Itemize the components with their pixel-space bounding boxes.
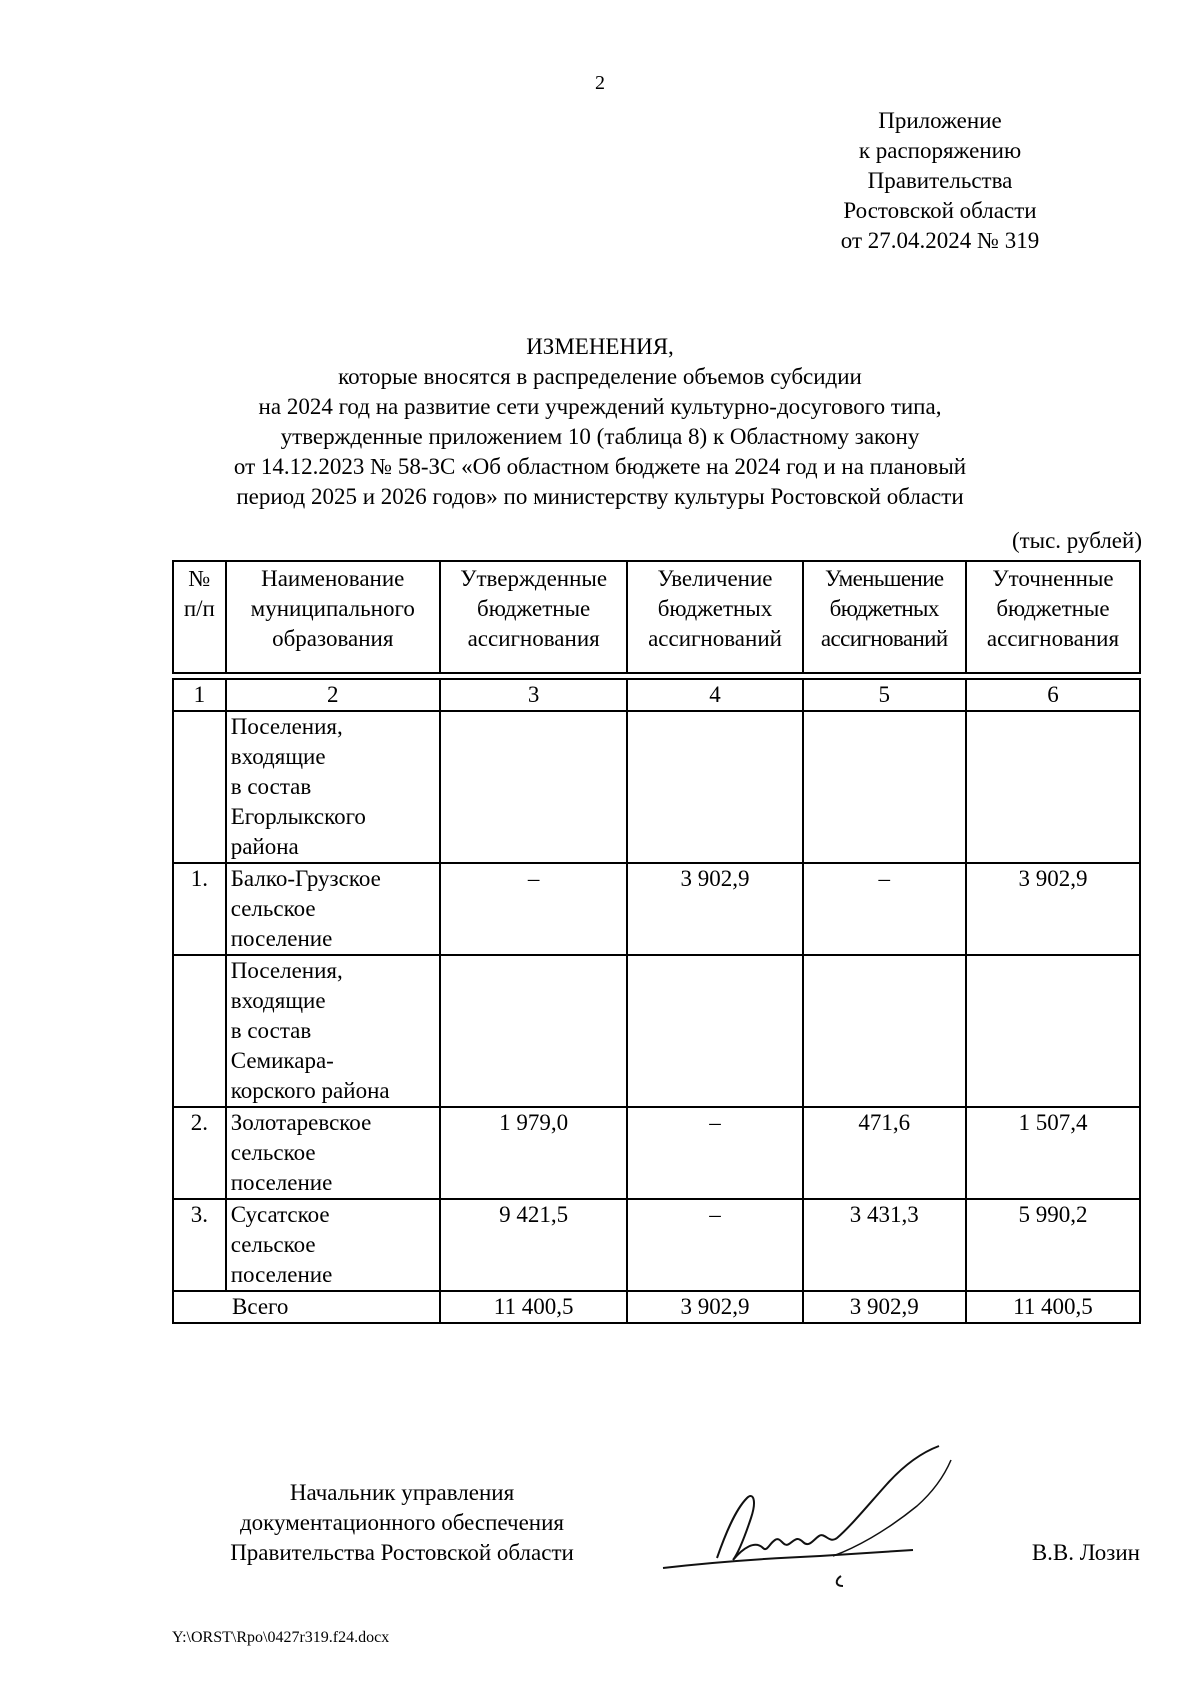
municipality-name: Золотаревское сельское поселение	[226, 1107, 440, 1199]
increase-cell	[627, 711, 802, 863]
total-increase: 3 902,9	[627, 1291, 802, 1323]
title-line: от 14.12.2023 № 58-ЗС «Об областном бюджете на 2024 год и на плановый	[233, 454, 967, 479]
units-label: (тыс. рублей)	[1011, 528, 1142, 553]
handwritten-signature	[655, 1440, 995, 1590]
column-number: 3	[440, 679, 628, 711]
municipality-name: Сусатское сельское поселение	[226, 1199, 440, 1291]
header-cell-revised: Уточненные бюджетные ассигнования	[966, 561, 1140, 673]
increase-cell: 3 902,9	[627, 863, 802, 955]
title-line: период 2025 и 2026 годов» по министерству культуры Ростовской области	[236, 484, 964, 509]
page-number: 2	[595, 72, 605, 94]
title-heading: ИЗМЕНЕНИЯ,	[526, 334, 674, 359]
column-numbers-row	[173, 679, 1140, 711]
column-number: 6	[966, 679, 1140, 711]
total-revised: 11 400,5	[966, 1291, 1140, 1323]
title-line: которые вносятся в распределение объемов субсидии	[338, 364, 862, 389]
appendix-line: от 27.04.2024 № 319	[840, 228, 1040, 253]
appendix-line: к распоряжению	[858, 138, 1022, 163]
revised-cell	[966, 955, 1140, 1107]
municipality-name: Поселения, входящие в состав Егорлыкского района	[226, 711, 440, 863]
decrease-cell	[803, 955, 966, 1107]
approved-cell: 1 979,0	[440, 1107, 628, 1199]
table-row	[173, 863, 1140, 955]
decrease-cell: –	[803, 863, 966, 955]
signatory-line: Начальник управления	[289, 1480, 515, 1505]
increase-cell: –	[627, 1199, 802, 1291]
row-number: 3.	[173, 1199, 226, 1291]
total-approved: 11 400,5	[440, 1291, 628, 1323]
appendix-line: Приложение	[878, 108, 1002, 133]
municipality-name: Балко-Грузское сельское поселение	[226, 863, 440, 955]
approved-cell: –	[440, 863, 628, 955]
budget-table	[172, 560, 1141, 1324]
column-number: 4	[627, 679, 802, 711]
revised-cell	[966, 711, 1140, 863]
signatory-line: документационного обеспечения	[239, 1510, 564, 1535]
revised-cell: 5 990,2	[966, 1199, 1140, 1291]
header-cell-decrease: Уменьшение бюджетных ассигнований	[803, 561, 966, 673]
table-row	[173, 711, 1140, 863]
signatory-line: Правительства Ростовской области	[230, 1540, 574, 1565]
approved-cell	[440, 711, 628, 863]
row-number	[173, 955, 226, 1107]
total-decrease: 3 902,9	[803, 1291, 966, 1323]
table-row	[173, 1199, 1140, 1291]
header-cell-increase: Увеличение бюджетных ассигнований	[627, 561, 802, 673]
approved-cell	[440, 955, 628, 1107]
file-path: Y:\ORST\Rpo\0427r319.f24.docx	[172, 1629, 390, 1646]
municipality-name: Поселения, входящие в состав Семикара- корского района	[226, 955, 440, 1107]
revised-cell: 1 507,4	[966, 1107, 1140, 1199]
approved-cell: 9 421,5	[440, 1199, 628, 1291]
row-number: 1.	[173, 863, 226, 955]
table-row	[173, 1107, 1140, 1199]
appendix-line: Ростовской области	[843, 198, 1037, 223]
row-number: 2.	[173, 1107, 226, 1199]
column-number: 1	[173, 679, 226, 711]
decrease-cell: 471,6	[803, 1107, 966, 1199]
column-number: 2	[226, 679, 440, 711]
title-line: утвержденные приложением 10 (таблица 8) к Областному закону	[280, 424, 920, 449]
revised-cell: 3 902,9	[966, 863, 1140, 955]
header-cell-number: № п/п	[173, 561, 226, 673]
increase-cell: –	[627, 1107, 802, 1199]
document-title	[150, 332, 1050, 512]
decrease-cell: 3 431,3	[803, 1199, 966, 1291]
total-label: Всего	[173, 1291, 440, 1323]
header-cell-name: Наименование муниципального образования	[226, 561, 440, 673]
increase-cell	[627, 955, 802, 1107]
column-number: 5	[803, 679, 966, 711]
total-row	[173, 1291, 1140, 1323]
header-cell-approved: Утвержденные бюджетные ассигнования	[440, 561, 628, 673]
table-row	[173, 955, 1140, 1107]
appendix-block	[740, 106, 1140, 256]
row-number	[173, 711, 226, 863]
signer-name: В.В. Лозин	[1031, 1540, 1140, 1565]
decrease-cell	[803, 711, 966, 863]
header-row	[173, 561, 1140, 673]
signatory-title	[172, 1478, 632, 1568]
title-line: на 2024 год на развитие сети учреждений культурно-досугового типа,	[258, 394, 942, 419]
appendix-line: Правительства	[867, 168, 1013, 193]
